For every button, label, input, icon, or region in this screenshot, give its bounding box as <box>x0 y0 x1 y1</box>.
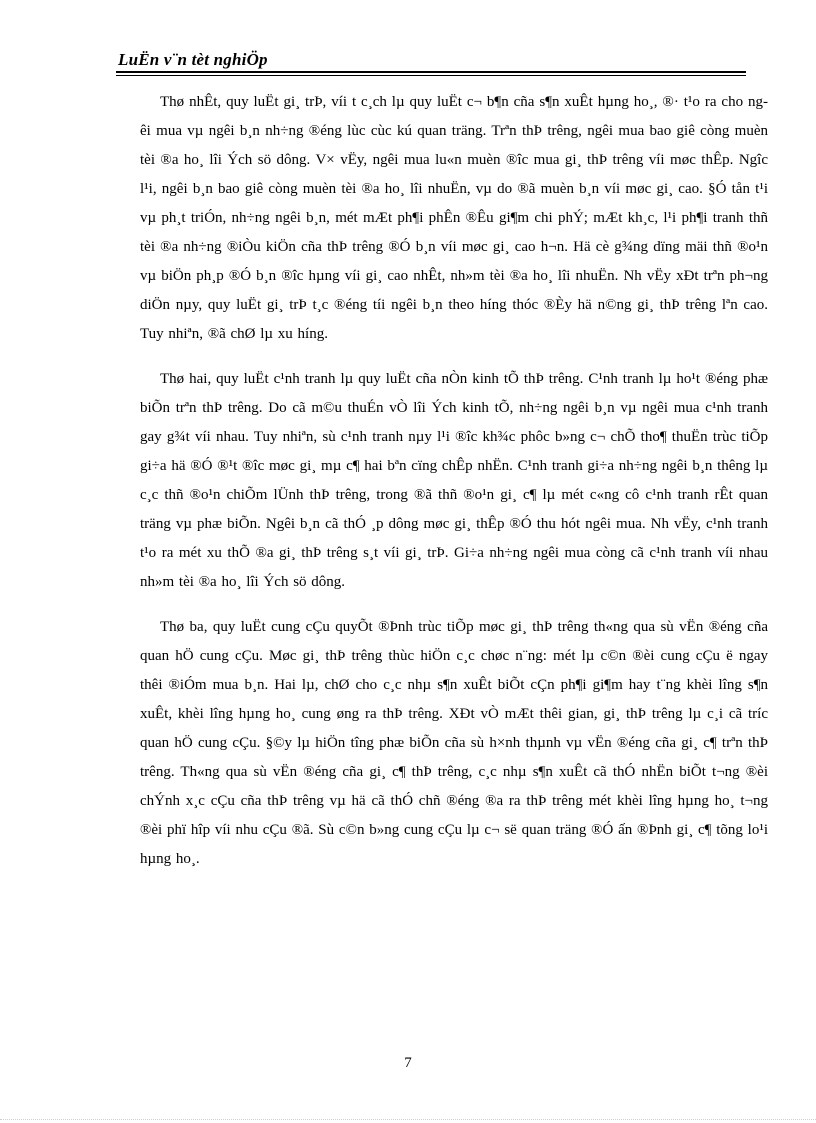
paragraph-1: Thø nhÊt, quy luËt gi¸ trÞ, víi t c¸ch lµ quy luËt c¬ b¶n cña s¶n xuÊt hµng ho¸, ®· t¹o ra cho ngêi mua vµ ngêi b¸n nh÷ng ®éng lùc cùc kú quan träng. Trªn thÞ trêng, ngêi mua bao giê còng muèn tèi ®a ho¸ lîi Ých sö dông. V× vËy, ngêi mua lu«n muèn ®îc mua gi¸ thÞ trêng víi møc thÊp. Ngîc l¹i, ngêi b¸n bao giê còng muèn tèi ®a ho¸ lîi nhuËn, vµ do ®ã muèn b¸n víi møc gi¸ cao. §Ó tån t¹i vµ ph¸t triÓn, nh÷ng ngêi b¸n, mét mÆt ph¶i phÊn ®Êu gi¶m chi phÝ; mÆt kh¸c, l¹i ph¶i tranh thñ tèi ®a nh÷ng ®iÒu kiÖn cña thÞ trêng ®Ó b¸n víi møc gi¸ cao h¬n. Hä cè g¾ng dïng mäi thñ ®o¹n vµ biÖn ph¸p ®Ó b¸n ®îc hµng víi gi¸ cao nhÊt, nh»m tèi ®a ho¸ lîi nhuËn. Nh vËy xÐt trªn ph¬ng diÖn nµy, quy luËt gi¸ trÞ t¸c ®éng tíi ngêi b¸n theo híng thóc ®Èy hä n©ng gi¸ thÞ trêng lªn cao. Tuy nhiªn, ®ã chØ lµ xu híng. <box>140 94 768 342</box>
paragraph-3: Thø ba, quy luËt cung cÇu quyÕt ®Þnh trùc tiÕp møc gi¸ thÞ trêng th«ng qua sù vËn ®éng cña quan hÖ cung cÇu. Møc gi¸ thÞ trêng thùc hiÖn c¸c chøc n¨ng: mét lµ c©n ®èi cung cÇu ë ngay thêi ®iÓm mua b¸n. Hai lµ, chØ cho c¸c nhµ s¶n xuÊt biÕt cÇn ph¶i gi¶m hay t¨ng khèi lîng s¶n xuÊt, khèi lîng hµng ho¸ cung øng ra thÞ trêng. XÐt vÒ mÆt thêi gian, gi¸ thÞ trêng lµ c¸i cã tríc quan hÖ cung cÇu. §©y lµ hiÖn tîng phæ biÕn cña sù h×nh thµnh vµ vËn ®éng cña gi¸ c¶ trªn thÞ trêng. Th«ng qua sù vËn ®éng cña gi¸ c¶ thÞ trêng, c¸c nhµ s¶n xuÊt cã thÓ nhËn biÕt t¬ng ®èi chÝnh x¸c cÇu cña thÞ trêng vµ hä cã thÓ chñ ®éng ®a ra thÞ trêng mét khèi lîng hµng ho¸ t¬ng ®èi phï hîp víi nhu cÇu ®ã. Sù c©n b»ng cung cÇu lµ c¬ së quan träng ®Ó ấn ®Þnh gi¸ c¶ tõng lo¹i hµng ho¸. <box>140 619 768 867</box>
page-header-title: LuËn v¨n tèt nghiÖp <box>118 50 268 69</box>
page-bottom-divider <box>0 1119 816 1120</box>
paragraph-2: Thø hai, quy luËt c¹nh tranh lµ quy luËt cña nÒn kinh tÕ thÞ trêng. C¹nh tranh lµ ho¹t ®éng phæ biÕn trªn thÞ trêng. Do cã m©u thuÉn vÒ lîi Ých kinh tÕ, nh÷ng ngêi b¸n vµ ngêi mua c¹nh tranh gay g¾t víi nhau. Tuy nhiªn, sù c¹nh tranh nµy l¹i ®îc kh¾c phôc b»ng c¬ chÕ tho¶ thuËn trùc tiÕp gi÷a hä ®Ó ®¹t ®îc møc gi¸ mµ c¶ hai bªn cïng chÊp nhËn. C¹nh tranh gi÷a nh÷ng ngêi b¸n thêng lµ c¸c thñ ®o¹n chiÕm lÜnh thÞ trêng, trong ®ã thñ ®o¹n gi¸ c¶ lµ mét c«ng cô c¹nh tranh rÊt quan träng vµ phæ biÕn. Ngêi b¸n cã thÓ ¸p dông møc gi¸ thÊp ®Ó thu hót ngêi mua. Nh vËy, c¹nh tranh t¹o ra mét xu thÕ ®a gi¸ thÞ trêng s¸t víi gi¸ trÞ. Gi÷a nh÷ng ngêi mua còng cã c¹nh tranh víi nhau nh»m tèi ®a ho¸ lîi Ých sö dông. <box>140 371 768 590</box>
header-rule-thick <box>116 71 746 73</box>
page-number: 7 <box>404 1055 412 1071</box>
document-body <box>140 88 768 890</box>
header-rule-thin <box>116 75 746 76</box>
